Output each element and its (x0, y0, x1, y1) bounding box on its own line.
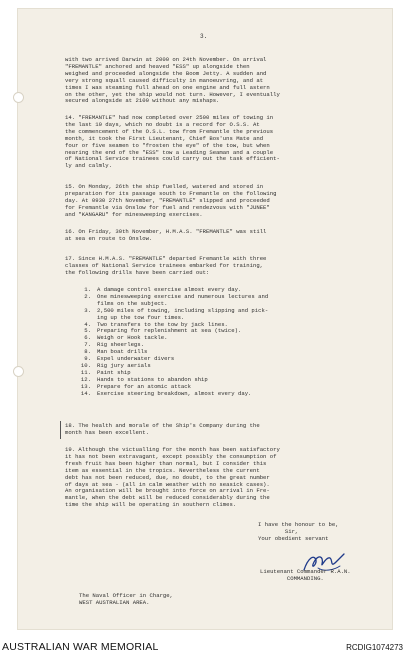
text-line: ly and calmly. (65, 162, 112, 170)
signatory-block (260, 568, 351, 582)
drill-number: 4. (84, 320, 91, 328)
drill-number: 2. (84, 292, 91, 300)
paragraph-16 (65, 229, 365, 243)
drill-text: Rig sheerlegs. (97, 341, 144, 349)
drill-text: Prepare for an atomic attack (97, 382, 191, 390)
drill-number: 9. (84, 355, 91, 363)
text-line: Your obedient servant (258, 535, 329, 543)
text-line: the commencement of the O.S.L. tow from Fremantle the previous (65, 127, 274, 135)
drill-text: Man boat drills (97, 348, 148, 356)
addressee-block (79, 592, 173, 606)
text-line: on the other, yet the ship would not turn. However, I eventually (65, 90, 280, 98)
text-line: of days at sea - (all in calm weather with no seasick cases). (65, 480, 270, 488)
drill-text: Exercise steering breakdown, almost every day. (97, 389, 252, 397)
text-line: month, it took the First Lieutenant, Chief Bos'uns Mate and (65, 134, 264, 142)
text-line: Lieutenant Commander R.A.N. (260, 568, 351, 575)
punch-hole (13, 366, 24, 377)
text-line: item as essential in the tropics. Nevertheless the current (65, 466, 260, 474)
text-line: Sir, (258, 528, 299, 536)
text-line: COMMANDING. (260, 575, 324, 583)
text-line: times I was steaming full ahead on one engine and full astern (65, 83, 270, 91)
margin-bracket (60, 421, 64, 439)
text-line: very strong squall caused difficulty in manoeuvring, and at (65, 76, 264, 84)
text-line: 19. Although the victualling for the month has been satisfactory (65, 446, 280, 453)
paragraph-17 (65, 256, 365, 277)
text-line: 16. On Friday, 30th November, H.M.A.S. "FREMANTLE" was still (65, 228, 267, 235)
drill-number: 11. (80, 368, 91, 376)
text-line: nearing the end of the "ESS" tow a Leading Seaman and a couple (65, 148, 274, 156)
drill-text: films on the subject. (97, 299, 168, 307)
text-line: An organisation will be brought into force on arrival in Fre- (65, 487, 270, 495)
paragraph-intro (65, 57, 365, 105)
text-line: for Fremantle via Onslow for fuel and rendezvous with "JUNEE" (65, 203, 270, 211)
text-line: time the ship will be operating in southern climes. (65, 501, 237, 509)
drill-text: Expel underwater divers (97, 355, 175, 363)
drill-number: 12. (80, 375, 91, 383)
text-line: month has been excellent. (65, 428, 149, 436)
paragraph-19 (65, 447, 365, 509)
text-line: 17. Since H.M.A.S. "FREMANTLE" departed Fremantle with three (65, 255, 267, 262)
closing-block (258, 521, 339, 543)
drill-number: 7. (84, 341, 91, 349)
text-line: day. At 0930 27th November, "FREMANTLE" slipped and proceeded (65, 196, 270, 204)
text-line: preparation for its passage south to Fremantle on the following (65, 189, 277, 197)
paragraph-18 (65, 423, 365, 437)
text-line: secured alongside at 2100 without any mishaps. (65, 97, 220, 105)
record-reference: RCDIG1074273 (346, 643, 403, 652)
drills-list (77, 287, 357, 398)
text-line: debt has not been reduced, due, no doubt, to the great number (65, 473, 270, 481)
drill-text: Weigh or Hook tackle. (97, 334, 168, 342)
drill-text: Two transfers to the tow by jack lines. (97, 320, 228, 328)
drill-number: 10. (80, 361, 91, 369)
drill-number: 13. (80, 382, 91, 390)
text-line: and "KANGARU" for minesweeping exercises. (65, 210, 203, 218)
page-number: 3. (200, 33, 208, 40)
drill-number: 3. (84, 306, 91, 314)
text-line: it has not been extravagant, except possibly the consumption of (65, 452, 277, 460)
text-line: the following drills have been carried out: (65, 268, 210, 276)
text-line: I have the honour to be, (258, 521, 339, 528)
drill-number: 6. (84, 334, 91, 342)
text-line: The Naval Officer in Charge, (79, 592, 173, 599)
drill-number: 14. (80, 389, 91, 397)
drill-text: Hands to stations to abandon ship (97, 375, 208, 383)
paragraph-14 (65, 115, 365, 170)
text-line: four or five seamen to "frosten the eye" of the tow, but when (65, 141, 270, 149)
text-line: of National Service trainees could carry out the task efficient- (65, 155, 280, 163)
drill-text: Paint ship (97, 368, 131, 376)
text-line: at sea en route to Onslow. (65, 234, 153, 242)
drill-number: 5. (84, 327, 91, 335)
text-line: classes of National Service trainees embarked for training, (65, 261, 264, 269)
drill-text: ing up the tow four times. (97, 313, 185, 321)
archive-credit: AUSTRALIAN WAR MEMORIAL (2, 641, 159, 653)
drill-text: Preparing for replenishment at sea (twice). (97, 327, 242, 335)
drill-number: 8. (84, 348, 91, 356)
text-line: with two arrived Darwin at 2000 on 24th November. On arrival (65, 56, 267, 63)
text-line: weighed and proceeded alongside the Boom Jetty. A sudden and (65, 69, 267, 77)
paragraph-15 (65, 184, 365, 219)
text-line: 14. "FREMANTLE" had now completed over 2500 miles of towing in (65, 114, 274, 121)
drill-number: 1. (84, 286, 91, 293)
drill-text: A damage control exercise almost every day. (97, 286, 242, 293)
text-line: WEST AUSTRALIAN AREA. (79, 599, 150, 606)
punch-hole (13, 92, 24, 103)
drill-text: One minesweeping exercise and numerous lectures and (97, 292, 269, 300)
drill-text: 2,500 miles of towing, including slipping and pick- (97, 306, 269, 314)
text-line: the last 10 days, which no doubt is a record for O.S.S. At (65, 120, 260, 128)
text-line: 18. The health and morale of the Ship's Company during the (65, 422, 260, 429)
drill-text: Rig jury aerials (97, 361, 151, 369)
drill-item (77, 391, 357, 398)
text-line: fresh fruit has been higher than normal, but I consider this (65, 459, 267, 467)
text-line: 15. On Monday, 26th the ship fuelled, watered and stored in (65, 183, 264, 190)
text-line: "FREMANTLE" anchored and heaved "ESS" up alongside then (65, 62, 250, 70)
text-line: mantle, when the debt will be reduced considerably during the (65, 494, 270, 502)
